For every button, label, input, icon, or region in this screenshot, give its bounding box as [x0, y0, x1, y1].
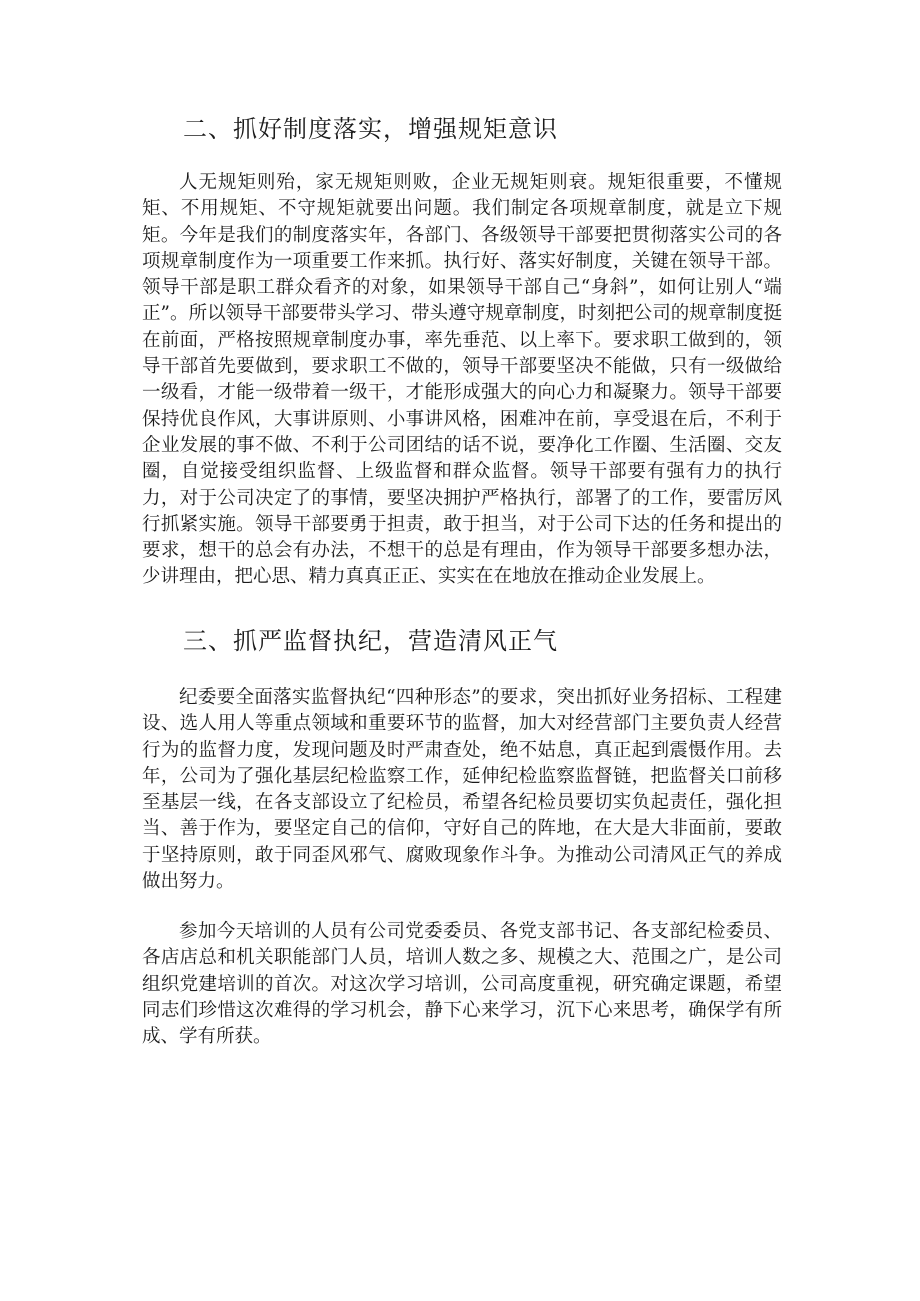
section-3-paragraph-1: 纪委要全面落实监督执纪“四种形态”的要求，突出抓好业务招标、工程建设、选人用人等重点领域和重要环节的监督，加大对经营部门主要负责人经营行为的监督力度，发现问题及时严肃查处，绝不姑息，真正起到震慑作用。去年，公司为了强化基层纪检监察工作，延伸纪检监察监督链，把监督关口前移至基层一线，在各支部设立了纪检员，希望各纪检员要切实负起责任，强化担当、善于作为，要坚定自己的信仰，守好自己的阵地，在大是大非面前，要敢于坚持原则，敢于同歪风邪气、腐败现象作斗争。为推动公司清风正气的养成做出努力。	[142, 687, 782, 893]
section-heading-3: 三、抓严监督执纪，营造清风正气	[183, 627, 558, 655]
section-2-paragraph: 人无规矩则殆，家无规矩则败，企业无规矩则衰。规矩很重要，不懂规矩、不用规矩、不守规矩就要出问题。我们制定各项规章制度，就是立下规矩。今年是我们的制度落实年，各部门、各级领导干部要把贯彻落实公司的各项规章制度作为一项重要工作来抓。执行好、落实好制度，关键在领导干部。领导干部是职工群众看齐的对象，如果领导干部自己“身斜”，如何让别人“端正”。所以领导干部要带头学习、带头遵守规章制度，时刻把公司的规章制度挺在前面，严格按照规章制度办事，率先垂范、以上率下。要求职工做到的，领导干部首先要做到，要求职工不做的，领导干部要坚决不能做，只有一级做给一级看，才能一级带着一级干，才能形成强大的向心力和凝聚力。领导干部要保持优良作风，大事讲原则、小事讲风格，困难冲在前，享受退在后，不利于企业发展的事不做、不利于公司团结的话不说，要净化工作圈、生活圈、交友圈，自觉接受组织监督、上级监督和群众监督。领导干部要有强有力的执行力，对于公司决定了的事情，要坚决拥护严格执行，部署了的工作，要雷厉风行抓紧实施。领导干部要勇于担责，敢于担当，对于公司下达的任务和提出的要求，想干的总会有办法，不想干的总是有理由，作为领导干部要多想办法，少讲理由，把心思、精力真真正正、实实在在地放在推动企业发展上。	[142, 172, 782, 588]
section-3-paragraph-2: 参加今天培训的人员有公司党委委员、各党支部书记、各支部纪检委员、各店店总和机关职能部门人员，培训人数之多、规模之大、范围之广，是公司组织党建培训的首次。对这次学习培训，公司高度重视，研究确定课题，希望同志们珍惜这次难得的学习机会，静下心来学习，沉下心来思考，确保学有所成、学有所获。	[142, 921, 782, 1048]
section-heading-2: 二、抓好制度落实，增强规矩意识	[183, 115, 558, 143]
